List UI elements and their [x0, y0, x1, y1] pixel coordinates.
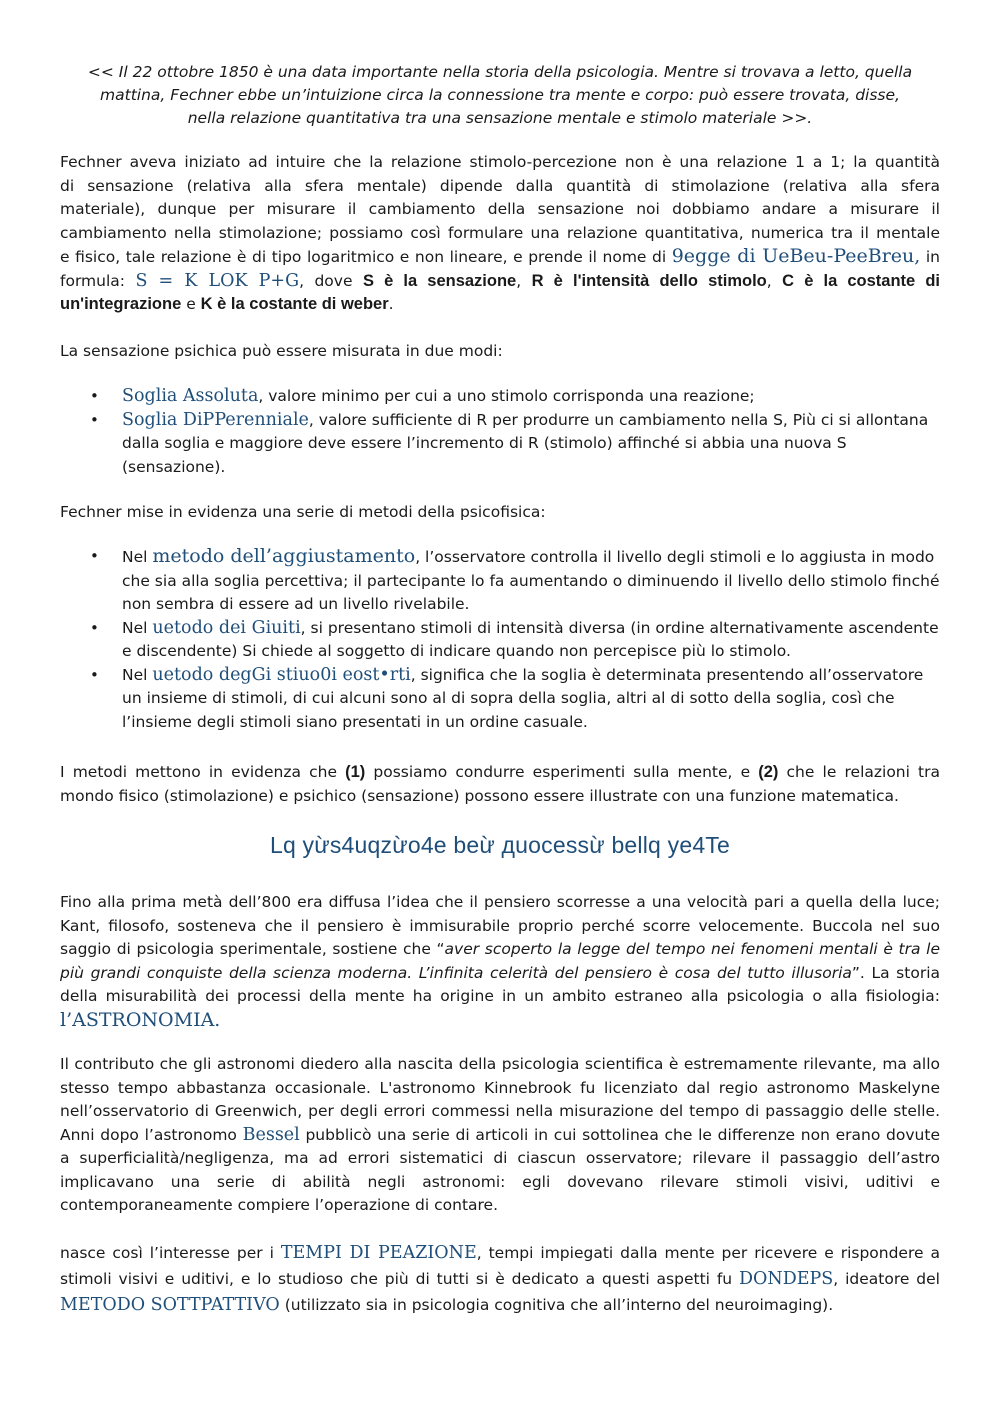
- text-line: [60, 245, 940, 270]
- text-span: possiamo condurre esperimenti sulla mente, e: [365, 763, 759, 781]
- methods-intro: Fechner mise in evidenza una serie di metodi della psicofisica:: [60, 503, 546, 521]
- term-highlight: Bessel: [242, 1124, 300, 1145]
- text-span: , tempi impiegati dalla mente per ricevere e rispondere a stimoli visivi e uditivi, e lo studioso che più di tutti si è dedicato a questi aspetti fu: [60, 1244, 940, 1288]
- list-item-text: [122, 409, 940, 480]
- quote-line: nella relazione quantitativa tra una sensazione mentale e stimolo materiale >>.: [187, 109, 813, 127]
- text-span: ”. La storia della misurabilità dei processi della mente ha origine in un ambito estraneo alla psicologia o alla fisiologia:: [60, 963, 940, 1005]
- text-line: materiale), dunque per misurare il cambiamento della sensazione noi dobbiamo andare a misurare il: [60, 200, 940, 218]
- methods-list: [60, 545, 940, 734]
- section-heading: Lq yừs4uqzừo4e beừ дuocessừ bellq ye4Te: [269, 832, 731, 858]
- reaction-times-paragraph: [60, 1240, 940, 1318]
- term-highlight: l’ASTRONOMIA.: [60, 1008, 221, 1031]
- opening-quote: [60, 61, 940, 130]
- list-item-text: [122, 664, 940, 735]
- text-span: pubblicò una serie di articoli in cui sottolinea che le differenze non erano dovute a superficialità/negligenza, ma ad errori sistematici di ciascun osservatore; rilevare il passaggio dell’astro implicavano una serie di abilità negli astronomi: egli dovevano rilevare stimoli visivi, uditivi e contemporaneamente compiere l’operazione di contare.: [60, 1125, 940, 1214]
- text-span: , ideatore del: [833, 1270, 940, 1288]
- text-span: nasce così l’interesse per i: [60, 1244, 281, 1262]
- term-highlight: DONDEPS: [739, 1269, 834, 1289]
- text-span: ,: [516, 271, 532, 290]
- astronomers-paragraph: [60, 1053, 940, 1218]
- list-item: [60, 617, 940, 664]
- text-span: in: [920, 248, 940, 266]
- text-span: e: [181, 295, 201, 313]
- history-paragraph: [60, 891, 940, 1033]
- text-span: .: [388, 295, 394, 313]
- methods-conclusion: [60, 761, 940, 808]
- bold-term: R è l'intensità dello stimolo: [531, 271, 767, 290]
- bold-term: C è la costante di: [782, 271, 941, 290]
- text-span: Il contributo che gli astronomi diedero alla nascita della psicologia scientifica è estremamente rilevante, ma allo stesso tempo abbastanza occasionale. L'astronomo Kinnebrook fu licenziato dal regio astronomo Maskelyne nell’osservatorio di Greenwich, per degli errori commessi nella misurazione del tempo di passaggio delle stelle. Anni dopo l’astronomo: [60, 1055, 940, 1144]
- text-span: Nel: [122, 665, 153, 684]
- text-span: Fino alla prima metà dell’800 era diffusa l’idea che il pensiero scorresse a una velocità pari a quella della luce; Kant, filosofo, sosteneva che il pensiero è immisurabile proprio perché scorre velocemente. Buccola nel suo saggio di psicologia sperimentale, sostiene che “: [60, 893, 940, 958]
- term-highlight: Soglia DiPPerenniale: [122, 409, 309, 430]
- text-line: [60, 270, 940, 294]
- text-span: e fisico, tale relazione è di tipo logaritmico e non lineare, e prende il nome di: [60, 248, 672, 266]
- italic-quote: aver scoperto la legge del tempo nei fenomeni mentali è tra le più grandi conquiste della scienza moderna. L’infinita celerità del pensiero è cosa del tutto illusoria: [60, 940, 941, 982]
- term-highlight: Soglia Assoluta: [122, 386, 259, 406]
- text-line: di sensazione (relativa alla sfera mentale) dipende dalla quantità di stimolazione (relativa alla sfera: [60, 176, 940, 195]
- fechner-paragraph: [60, 151, 940, 317]
- text-line: Fechner aveva iniziato ad intuire che la relazione stimolo-percezione non è una relazione 1 a 1; la quantità: [60, 153, 940, 171]
- measurement-intro: La sensazione psichica può essere misurata in due modi:: [60, 342, 503, 360]
- threshold-list: [60, 385, 940, 479]
- text-span: (utilizzato sia in psicologia cognitiva che all’interno del neuroimaging).: [279, 1296, 834, 1314]
- text-span: I metodi mettono in evidenza che: [60, 763, 346, 781]
- list-item: [60, 545, 940, 617]
- term-highlight: uetodo degGi stiuo0i eost•rti: [152, 664, 411, 685]
- text-line: [60, 293, 940, 317]
- text-span: ,: [766, 271, 783, 290]
- term-highlight: METODO SOTTPATTIVO: [60, 1295, 280, 1315]
- bold-term: (1): [345, 763, 366, 781]
- formula: S = K LOK P+G: [135, 270, 300, 291]
- text-line: cambiamento nella stimolazione; possiamo così formulare una relazione quantitativa, numerica tra il mentale: [60, 223, 940, 242]
- text-span: , valore minimo per cui a uno stimolo corrisponda una reazione;: [258, 387, 755, 405]
- text-span: , valore sufficiente di R per produrre un cambiamento nella S, Più ci si allontana dalla soglia e maggiore deve essere l’incremento di R (stimolo) affinché si abbia una nuova S (sensazione).: [122, 410, 929, 476]
- text-span: formula:: [60, 271, 136, 290]
- law-name: 9egge di UeBeu-PeeBreu,: [671, 245, 921, 267]
- term-highlight: uetodo dei Giuiti: [152, 617, 301, 638]
- term-highlight: TEMPI DI PEAZIONE: [280, 1243, 477, 1263]
- term-highlight: metodo dell’aggiustamento: [152, 545, 416, 567]
- list-item: [60, 385, 940, 409]
- text-span: che le relazioni tra mondo fisico (stimolazione) e psichico (sensazione) possono essere illustrate con una funzione matematica.: [60, 763, 941, 805]
- list-item: [60, 409, 940, 480]
- text-span: , dove: [299, 271, 363, 290]
- quote-line: << Il 22 ottobre 1850 è una data importante nella storia della psicologia. Mentre si trovava a letto, quella: [87, 63, 913, 81]
- bold-term: (2): [758, 763, 779, 781]
- text-span: , significa che la soglia è determinata presentendo all’osservatore un insieme di stimoli, di cui alcuni sono al di sopra della soglia, altri al di sotto della soglia, così che l’insieme degli stimoli siano presentati in un ordine casuale.: [122, 665, 924, 731]
- list-item: [60, 664, 940, 735]
- list-item-text: [122, 545, 940, 617]
- list-item-text: [122, 385, 940, 409]
- bold-term: un'integrazione: [60, 295, 182, 313]
- text-span: , l’osservatore controlla il livello degli stimoli e lo aggiusta in modo che sia alla soglia percettiva; il partecipante lo fa aumentando o diminuendo il livello dello stimolo finché non sembra di essere ad un livello rivelabile.: [122, 548, 940, 613]
- text-span: Nel: [122, 548, 153, 566]
- quote-line: mattina, Fechner ebbe un’intuizione circa la connessione tra mente e corpo: può essere trovata, disse,: [100, 86, 900, 104]
- text-span: , si presentano stimoli di intensità diversa (in ordine alternativamente ascendente e discendente) Si chiede al soggetto di indicare quando non percepisce più lo stimolo.: [122, 618, 939, 660]
- text-span: Nel: [122, 618, 153, 637]
- bold-term: S è la sensazione: [362, 271, 517, 290]
- list-item-text: [122, 617, 940, 664]
- bold-term: K è la costante di weber: [200, 295, 389, 313]
